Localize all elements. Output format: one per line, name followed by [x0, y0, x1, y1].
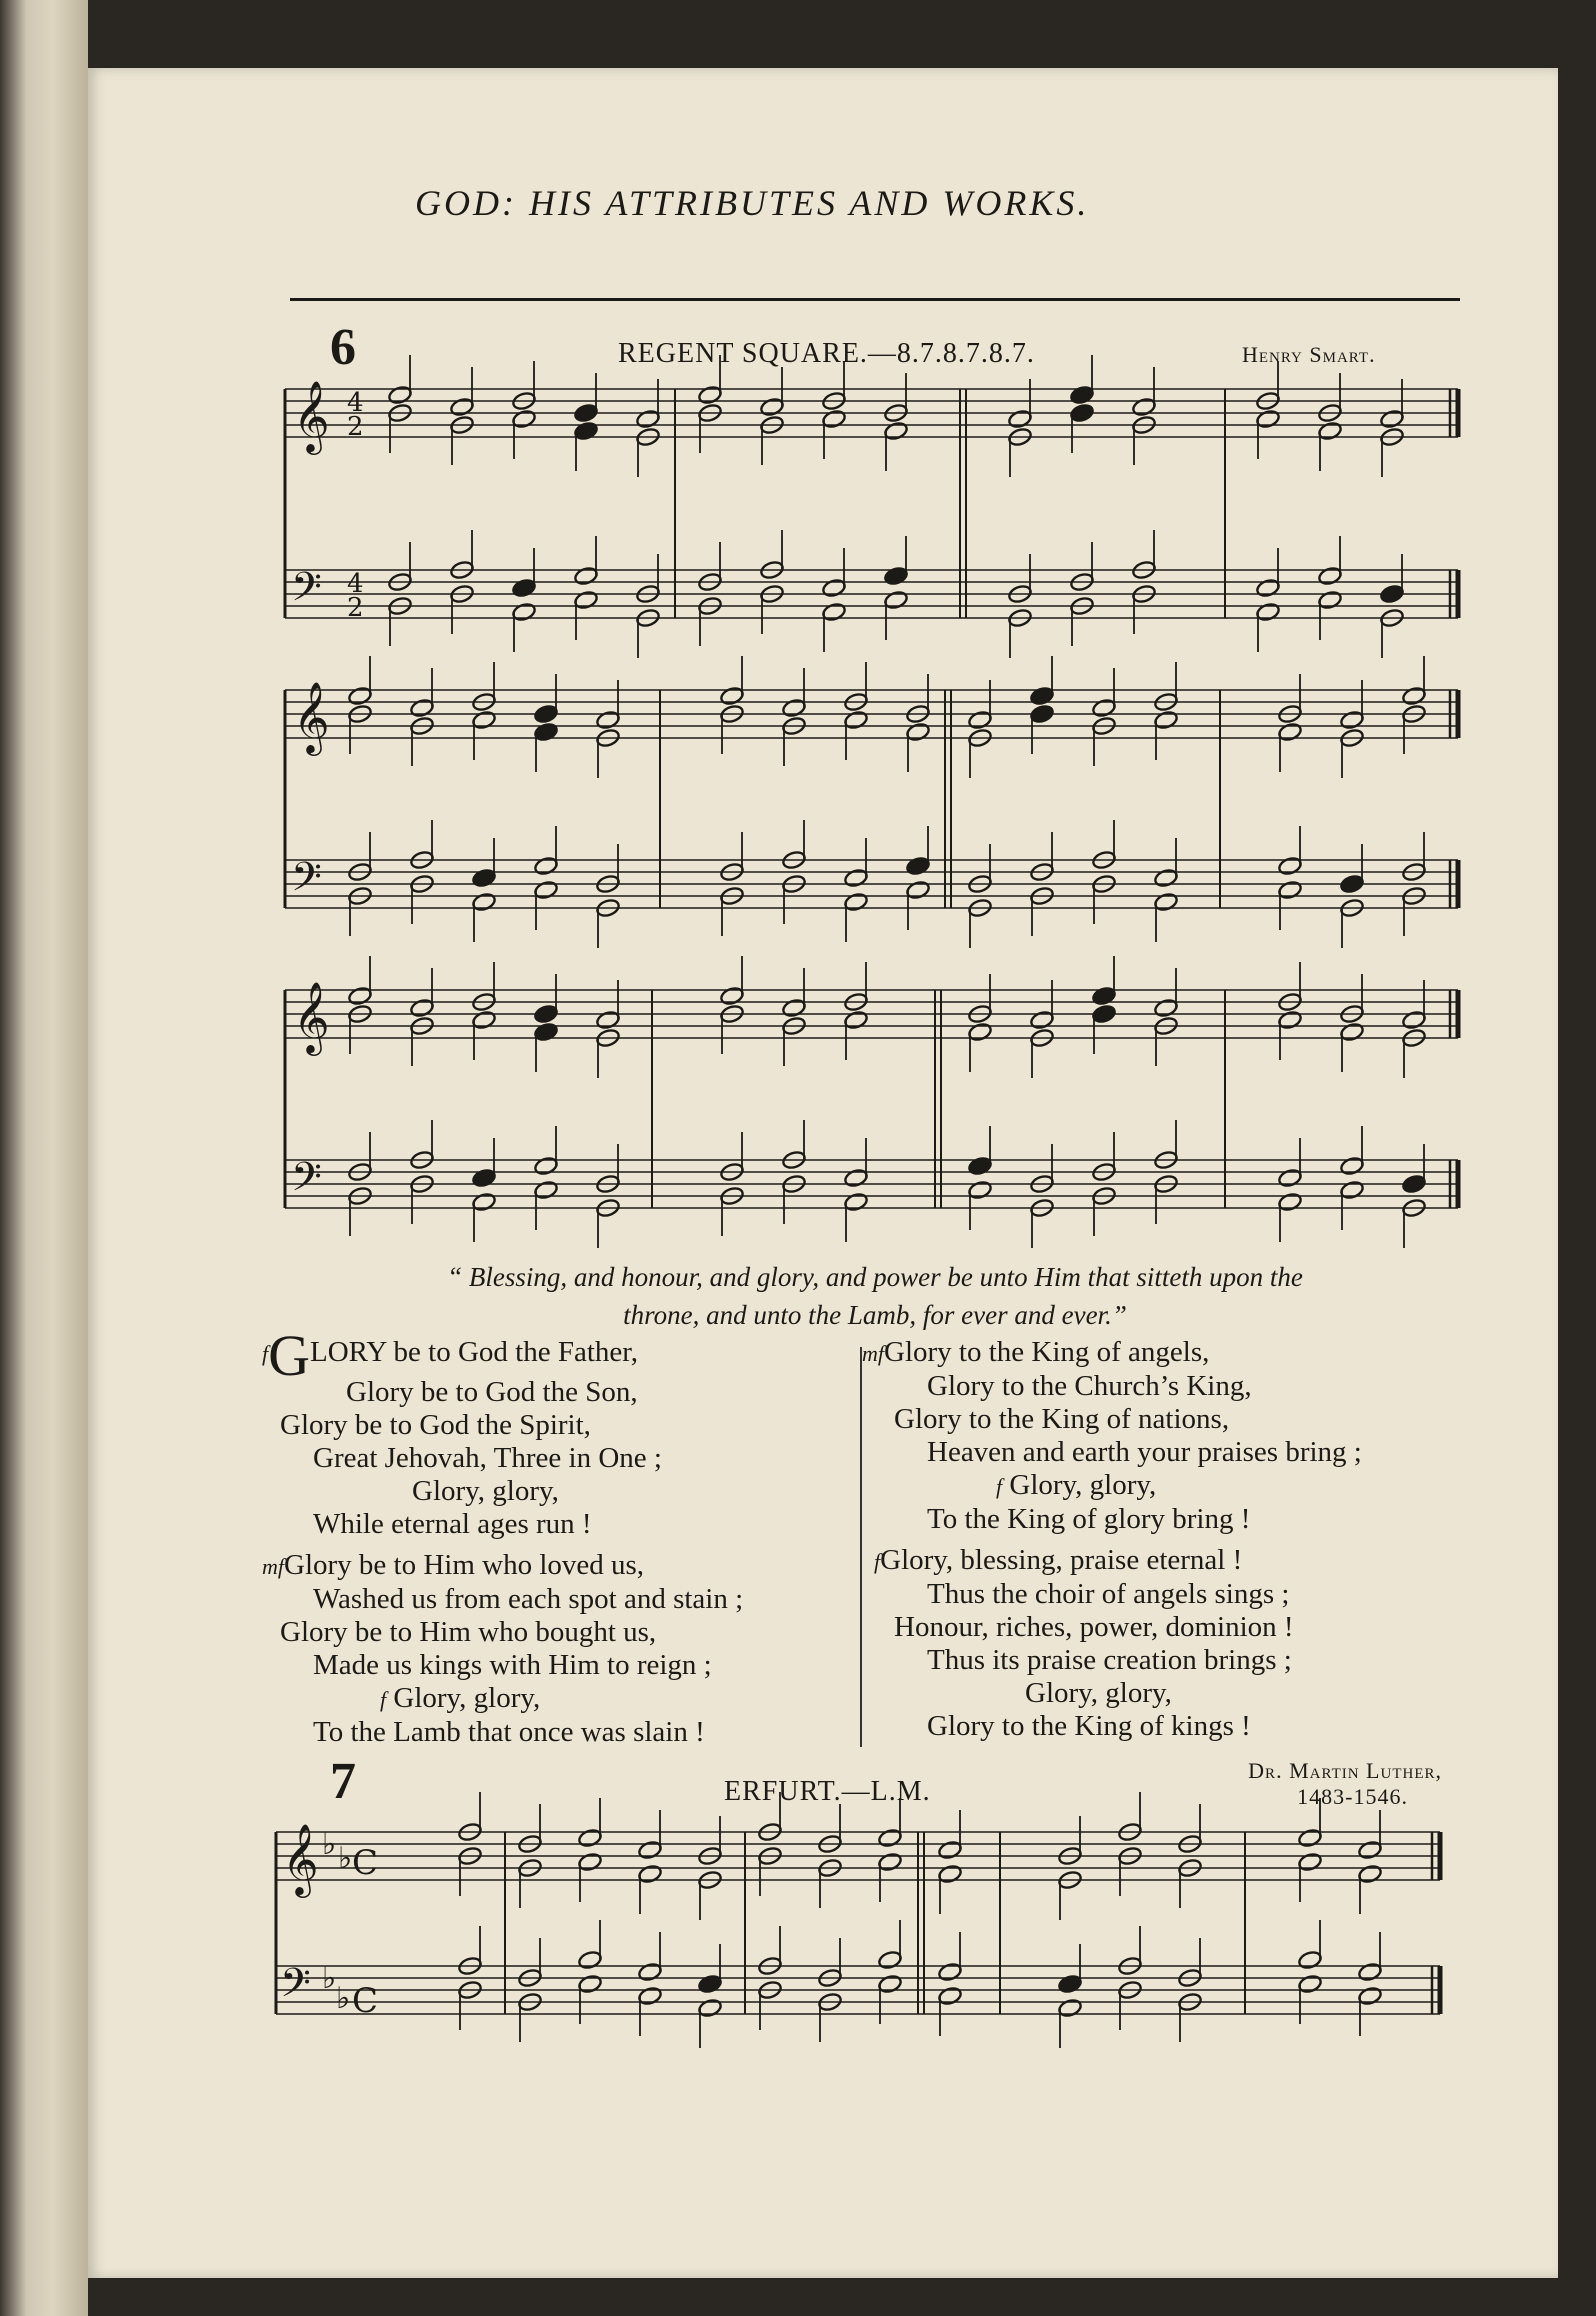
note-head	[577, 1974, 602, 1995]
note-head	[877, 1974, 902, 1995]
note-head	[573, 590, 598, 611]
note-head	[1069, 385, 1094, 406]
note-head	[883, 590, 908, 611]
note-head	[471, 1010, 496, 1031]
dynamic-mark: mf	[262, 1554, 284, 1579]
note-head	[595, 710, 620, 731]
verse-line: Glory to the King of kings !	[927, 1710, 1251, 1742]
treble-clef-icon: 𝄞	[293, 379, 330, 452]
flat-icon: ♭	[322, 1827, 337, 1862]
bass-clef-icon: 𝄢	[291, 564, 322, 620]
note-head	[821, 409, 846, 430]
note-head	[1357, 1986, 1382, 2007]
dynamic-mark: f	[380, 1687, 387, 1712]
note-head	[533, 704, 558, 725]
note-head	[781, 698, 806, 719]
treble-clef-icon: 𝄞	[293, 980, 330, 1053]
common-time-icon: C	[352, 1843, 379, 1883]
drop-cap: G	[268, 1323, 311, 1388]
composer-henry-smart: Henry Smart.	[1242, 342, 1376, 367]
note-head	[843, 892, 868, 913]
note-head	[1379, 584, 1404, 605]
note-head	[967, 1180, 992, 1201]
note-head	[905, 722, 930, 743]
note-head	[1339, 874, 1364, 895]
verse-line	[262, 1549, 852, 1583]
note-head	[937, 1962, 962, 1983]
note-head	[573, 566, 598, 587]
note-head	[471, 710, 496, 731]
note-head	[533, 1022, 558, 1043]
note-head	[843, 1010, 868, 1031]
note-head	[843, 710, 868, 731]
note-head	[577, 1950, 602, 1971]
verse-line: Washed us from each spot and stain ;	[313, 1583, 744, 1615]
note-head	[1277, 856, 1302, 877]
verse-line: Glory, glory,	[412, 1475, 559, 1507]
verse-line: Heaven and earth your praises bring ;	[927, 1436, 1362, 1468]
time-signature: 2	[347, 412, 364, 442]
note-head	[1339, 1180, 1364, 1201]
note-head	[697, 1998, 722, 2019]
note-head	[573, 421, 598, 442]
note-head	[821, 578, 846, 599]
note-head	[511, 409, 536, 430]
note-head	[533, 856, 558, 877]
note-head	[1069, 403, 1094, 424]
note-head	[387, 385, 412, 406]
note-head	[1339, 710, 1364, 731]
verse-line: Honour, riches, power, dominion !	[894, 1611, 1294, 1643]
note-head	[1297, 1852, 1322, 1873]
verse-text: Glory, blessing, praise eternal !	[880, 1544, 1243, 1576]
note-head	[1357, 1962, 1382, 1983]
note-head	[1277, 1168, 1302, 1189]
note-head	[533, 880, 558, 901]
note-head	[1029, 1010, 1054, 1031]
hymn-number-7: 7	[330, 1753, 356, 1810]
note-head	[409, 998, 434, 1019]
note-head	[1277, 880, 1302, 901]
note-head	[635, 409, 660, 430]
note-head	[1297, 1974, 1322, 1995]
verse-line: Glory be to God the Spirit,	[280, 1409, 591, 1441]
note-head	[511, 578, 536, 599]
note-head	[697, 1974, 722, 1995]
note-head	[905, 856, 930, 877]
note-head	[843, 1168, 868, 1189]
verse-line	[262, 1682, 852, 1716]
note-head	[821, 602, 846, 623]
note-head	[967, 1022, 992, 1043]
note-head	[877, 1828, 902, 1849]
composer-dates: 1483-1546.	[1297, 1784, 1408, 1809]
verse-line	[862, 1544, 1462, 1578]
note-head	[1153, 868, 1178, 889]
note-head	[1277, 1010, 1302, 1031]
note-head	[781, 998, 806, 1019]
note-head	[843, 868, 868, 889]
note-head	[1057, 1998, 1082, 2019]
verse-line: Great Jehovah, Three in One ;	[313, 1442, 662, 1474]
verse-line: To the Lamb that once was slain !	[313, 1716, 705, 1748]
verse-line: Glory to the King of nations,	[894, 1403, 1230, 1435]
verse-text: Glory to the King of angels,	[884, 1336, 1210, 1368]
note-head	[1255, 578, 1280, 599]
note-head	[471, 892, 496, 913]
verse-text: LORY be to God the Father,	[310, 1336, 639, 1368]
note-head	[1091, 1004, 1116, 1025]
verse-1	[262, 1323, 852, 1541]
note-head	[1091, 698, 1116, 719]
note-head	[1057, 1974, 1082, 1995]
note-head	[637, 1864, 662, 1885]
note-head	[637, 1840, 662, 1861]
dynamic-mark: f	[996, 1474, 1003, 1499]
note-head	[1007, 409, 1032, 430]
note-head	[937, 1840, 962, 1861]
note-head	[449, 397, 474, 418]
note-head	[1297, 1950, 1322, 1971]
verse-line: Glory be to God the Son,	[346, 1376, 638, 1408]
note-head	[883, 566, 908, 587]
verse-line: Thus its praise creation brings ;	[927, 1644, 1292, 1676]
verse-line	[262, 1323, 852, 1388]
verse-text: Made us kings with Him to reign ;	[313, 1649, 712, 1681]
verse-text: Glory, glory,	[393, 1682, 541, 1714]
hymn-number-6: 6	[330, 319, 356, 376]
note-head	[1153, 710, 1178, 731]
note-head	[511, 602, 536, 623]
note-head	[347, 686, 372, 707]
tune-title-erfurt: ERFURT.—L.M.	[724, 1776, 931, 1807]
verse-column-right	[862, 1336, 1462, 1743]
verse-line: Glory, glory,	[1025, 1677, 1172, 1709]
verse-line: To the King of glory bring !	[927, 1503, 1251, 1535]
running-head: GOD: HIS ATTRIBUTES AND WORKS.	[415, 183, 1090, 223]
note-head	[1357, 1840, 1382, 1861]
note-head	[1401, 1010, 1426, 1031]
note-head	[1091, 986, 1116, 1007]
treble-clef-icon: 𝄞	[293, 680, 330, 753]
verse-line: Thus the choir of angels sings ;	[927, 1578, 1290, 1610]
note-head	[1297, 1828, 1322, 1849]
note-head	[409, 698, 434, 719]
note-head	[719, 986, 744, 1007]
note-head	[1277, 1192, 1302, 1213]
verse-line: Glory be to Him who bought us,	[280, 1616, 657, 1648]
bass-clef-icon: 𝄢	[291, 854, 322, 910]
time-signature: 4	[347, 569, 364, 599]
note-head	[1153, 998, 1178, 1019]
note-head	[1339, 1022, 1364, 1043]
note-head	[1255, 602, 1280, 623]
time-signature: 2	[347, 593, 364, 623]
note-head	[843, 1192, 868, 1213]
verse-2	[262, 1549, 852, 1749]
verse-line: While eternal ages run !	[313, 1508, 592, 1540]
note-head	[1339, 1156, 1364, 1177]
verse-3	[862, 1336, 1462, 1536]
note-head	[1131, 397, 1156, 418]
verse-line	[862, 1469, 1462, 1503]
note-head	[1401, 686, 1426, 707]
note-head	[1029, 686, 1054, 707]
dynamic-mark: f	[262, 1341, 269, 1366]
verse-line	[862, 1336, 1462, 1370]
common-time-icon: C	[352, 1981, 379, 2021]
bass-clef-icon: 𝄢	[291, 1154, 322, 1210]
verse-line	[262, 1649, 852, 1682]
verse-text: Glory be to Him who loved us,	[284, 1549, 645, 1581]
verse-line: Glory to the Church’s King,	[927, 1370, 1252, 1402]
verse-column-left	[262, 1323, 852, 1749]
note-head	[937, 1864, 962, 1885]
note-head	[573, 403, 598, 424]
note-head	[697, 385, 722, 406]
note-head	[577, 1828, 602, 1849]
note-head	[1153, 892, 1178, 913]
note-head	[533, 722, 558, 743]
flat-icon: ♭	[338, 1841, 353, 1876]
time-signature: 4	[347, 388, 364, 418]
note-head	[1317, 566, 1342, 587]
note-head	[1255, 409, 1280, 430]
note-head	[471, 868, 496, 889]
note-head	[1401, 1174, 1426, 1195]
note-head	[1379, 409, 1404, 430]
note-head	[905, 880, 930, 901]
note-head	[533, 1004, 558, 1025]
note-head	[471, 1192, 496, 1213]
note-head	[1029, 704, 1054, 725]
epigraph-line-1: “ Blessing, and honour, and glory, and power be unto Him that sitteth upon the	[447, 1262, 1303, 1292]
note-head	[533, 1156, 558, 1177]
flat-icon: ♭	[336, 1981, 351, 2016]
flat-icon: ♭	[322, 1961, 337, 1996]
note-head	[759, 397, 784, 418]
note-head	[347, 986, 372, 1007]
note-head	[877, 1950, 902, 1971]
note-head	[637, 1962, 662, 1983]
note-head	[877, 1852, 902, 1873]
note-head	[967, 1156, 992, 1177]
epigraph-line-2: throne, and unto the Lamb, for ever and ever.”	[623, 1300, 1127, 1330]
note-head	[471, 1168, 496, 1189]
dynamic-mark: mf	[862, 1341, 884, 1366]
composer-name: Dr. Martin Luther,	[1248, 1758, 1442, 1783]
note-head	[595, 1010, 620, 1031]
verse-text: Glory, glory,	[1009, 1469, 1157, 1501]
composer-martin-luther	[1180, 1758, 1442, 1810]
tune-title-regent-square: REGENT SQUARE.—8.7.8.7.8.7.	[618, 338, 1035, 369]
note-head	[937, 1986, 962, 2007]
note-head	[637, 1986, 662, 2007]
note-head	[967, 710, 992, 731]
dynamic-mark: f	[874, 1549, 881, 1574]
note-head	[1277, 722, 1302, 743]
note-head	[533, 1180, 558, 1201]
note-head	[1317, 421, 1342, 442]
note-head	[1317, 590, 1342, 611]
note-head	[719, 686, 744, 707]
note-head	[883, 421, 908, 442]
note-head	[577, 1852, 602, 1873]
verse-4	[862, 1544, 1462, 1743]
epigraph	[305, 1258, 1445, 1334]
bass-clef-icon: 𝄢	[280, 1960, 311, 2016]
treble-clef-icon: 𝄞	[282, 1822, 319, 1895]
note-head	[1357, 1864, 1382, 1885]
